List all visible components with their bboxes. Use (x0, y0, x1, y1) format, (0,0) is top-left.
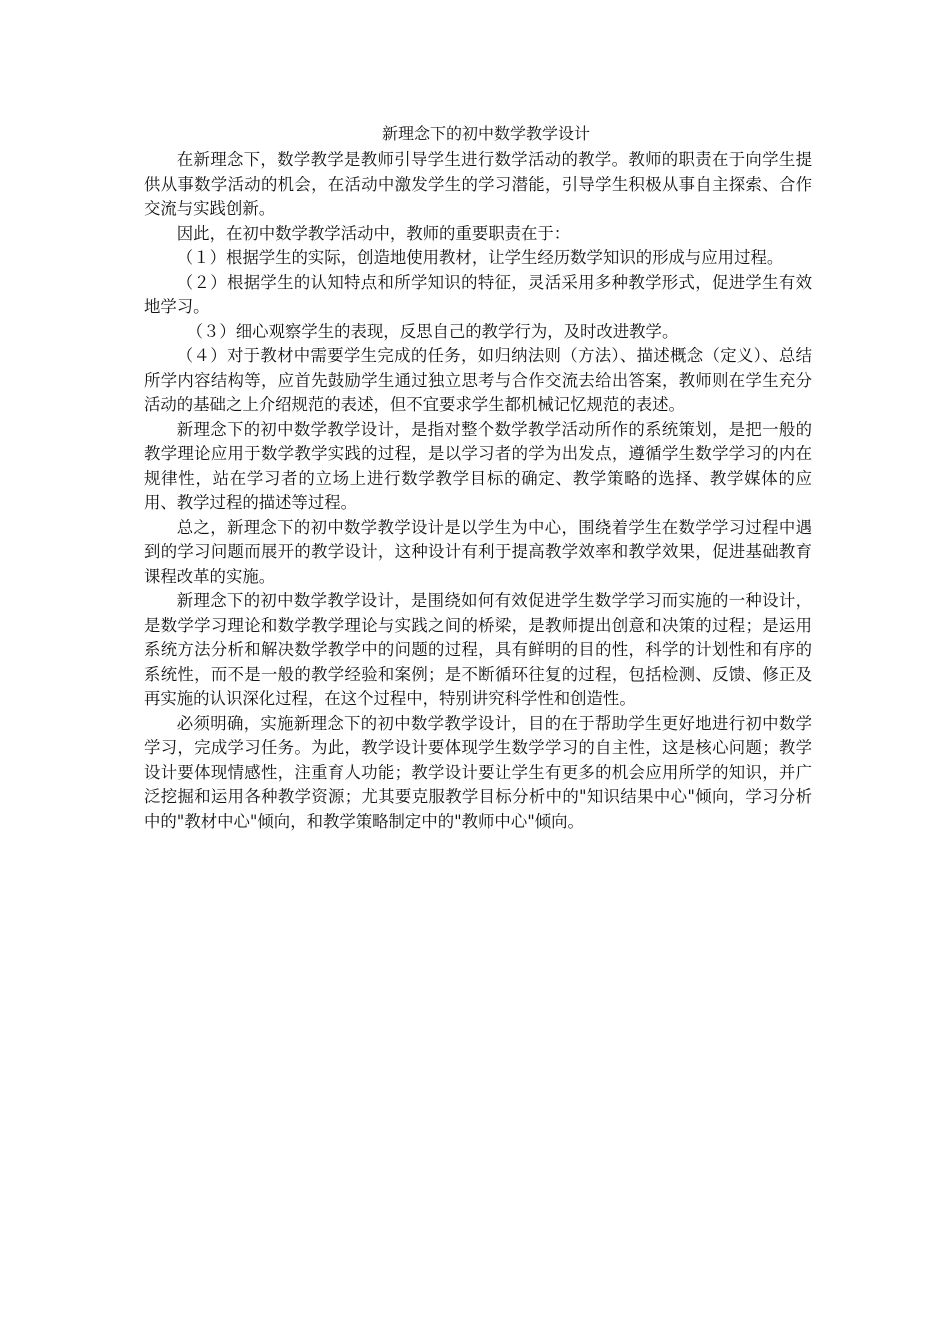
paragraph-duty-2: （２）根据学生的认知特点和所学知识的特征，灵活采用多种教学形式，促进学生有效地学习。 (144, 272, 812, 316)
paragraph-duty-4: （４）对于教材中需要学生完成的任务，如归纳法则（方法）、描述概念（定义）、总结所学内容结构等，应首先鼓励学生通过独立思考与合作交流去给出答案，教师则在学生充分活动的基础之上介绍规范的表述，但不宜要求学生都机械记忆规范的表述。 (144, 346, 812, 414)
paragraph-conclusion: 必须明确，实施新理念下的初中数学教学设计，目的在于帮助学生更好地进行初中数学学习，完成学习任务。为此，教学设计要体现学生数学学习的自主性，这是核心问题；教学设计要体现情感性，注重育人功能；教学设计要让学生有更多的机会应用所学的知识，并广泛挖掘和运用各种教学资源；尤其要克服教学目标分析中的"知识结果中心"倾向，学习分析中的"教材中心"倾向，和教学策略制定中的"教师中心"倾向。 (144, 713, 812, 831)
document-page (144, 120, 812, 834)
paragraph-bridge: 新理念下的初中数学教学设计，是围绕如何有效促进学生数学学习而实施的一种设计，是数学学习理论和数学教学理论与实践之间的桥梁，是教师提出创意和决策的过程；是运用系统方法分析和解决数学教学中的问题的过程，具有鲜明的目的性，科学的计划性和有序的系统性，而不是一般的教学经验和案例；是不断循环往复的过程，包括检测、反馈、修正及再实施的认识深化过程，在这个过程中，特别讲究科学性和创造性。 (144, 591, 812, 708)
paragraph-duties-lead: 因此，在初中数学教学活动中，教师的重要职责在于： (176, 223, 571, 243)
paragraph-duty-1: （１）根据学生的实际，创造地使用教材，让学生经历数学知识的形成与应用过程。 (176, 248, 784, 267)
document-title: 新理念下的初中数学教学设计 (381, 124, 590, 143)
paragraph-intro: 在新理念下，数学教学是教师引导学生进行数学活动的教学。教师的职责在于向学生提供从事数学活动的机会，在活动中激发学生的学习潜能，引导学生积极从事自主探索、合作交流与实践创新。 (144, 150, 812, 218)
paragraph-duty-3: （３）细心观察学生的表现，反思自己的教学行为，及时改进教学。 (186, 321, 679, 341)
paragraph-definition: 新理念下的初中数学教学设计，是指对整个数学教学活动所作的系统策划，是把一般的教学理论应用于数学教学实践的过程，是以学习者的学为出发点，遵循学生数学学习的内在规律性，站在学习者的立场上进行数学教学目标的确定、教学策略的选择、教学媒体的应用、教学过程的描述等过程。 (144, 419, 812, 512)
paragraph-summary: 总之，新理念下的初中数学教学设计是以学生为中心，围绕着学生在数学学习过程中遇到的学习问题而展开的教学设计，这种设计有利于提高教学效率和教学效果，促进基础教育课程改革的实施。 (144, 517, 812, 586)
